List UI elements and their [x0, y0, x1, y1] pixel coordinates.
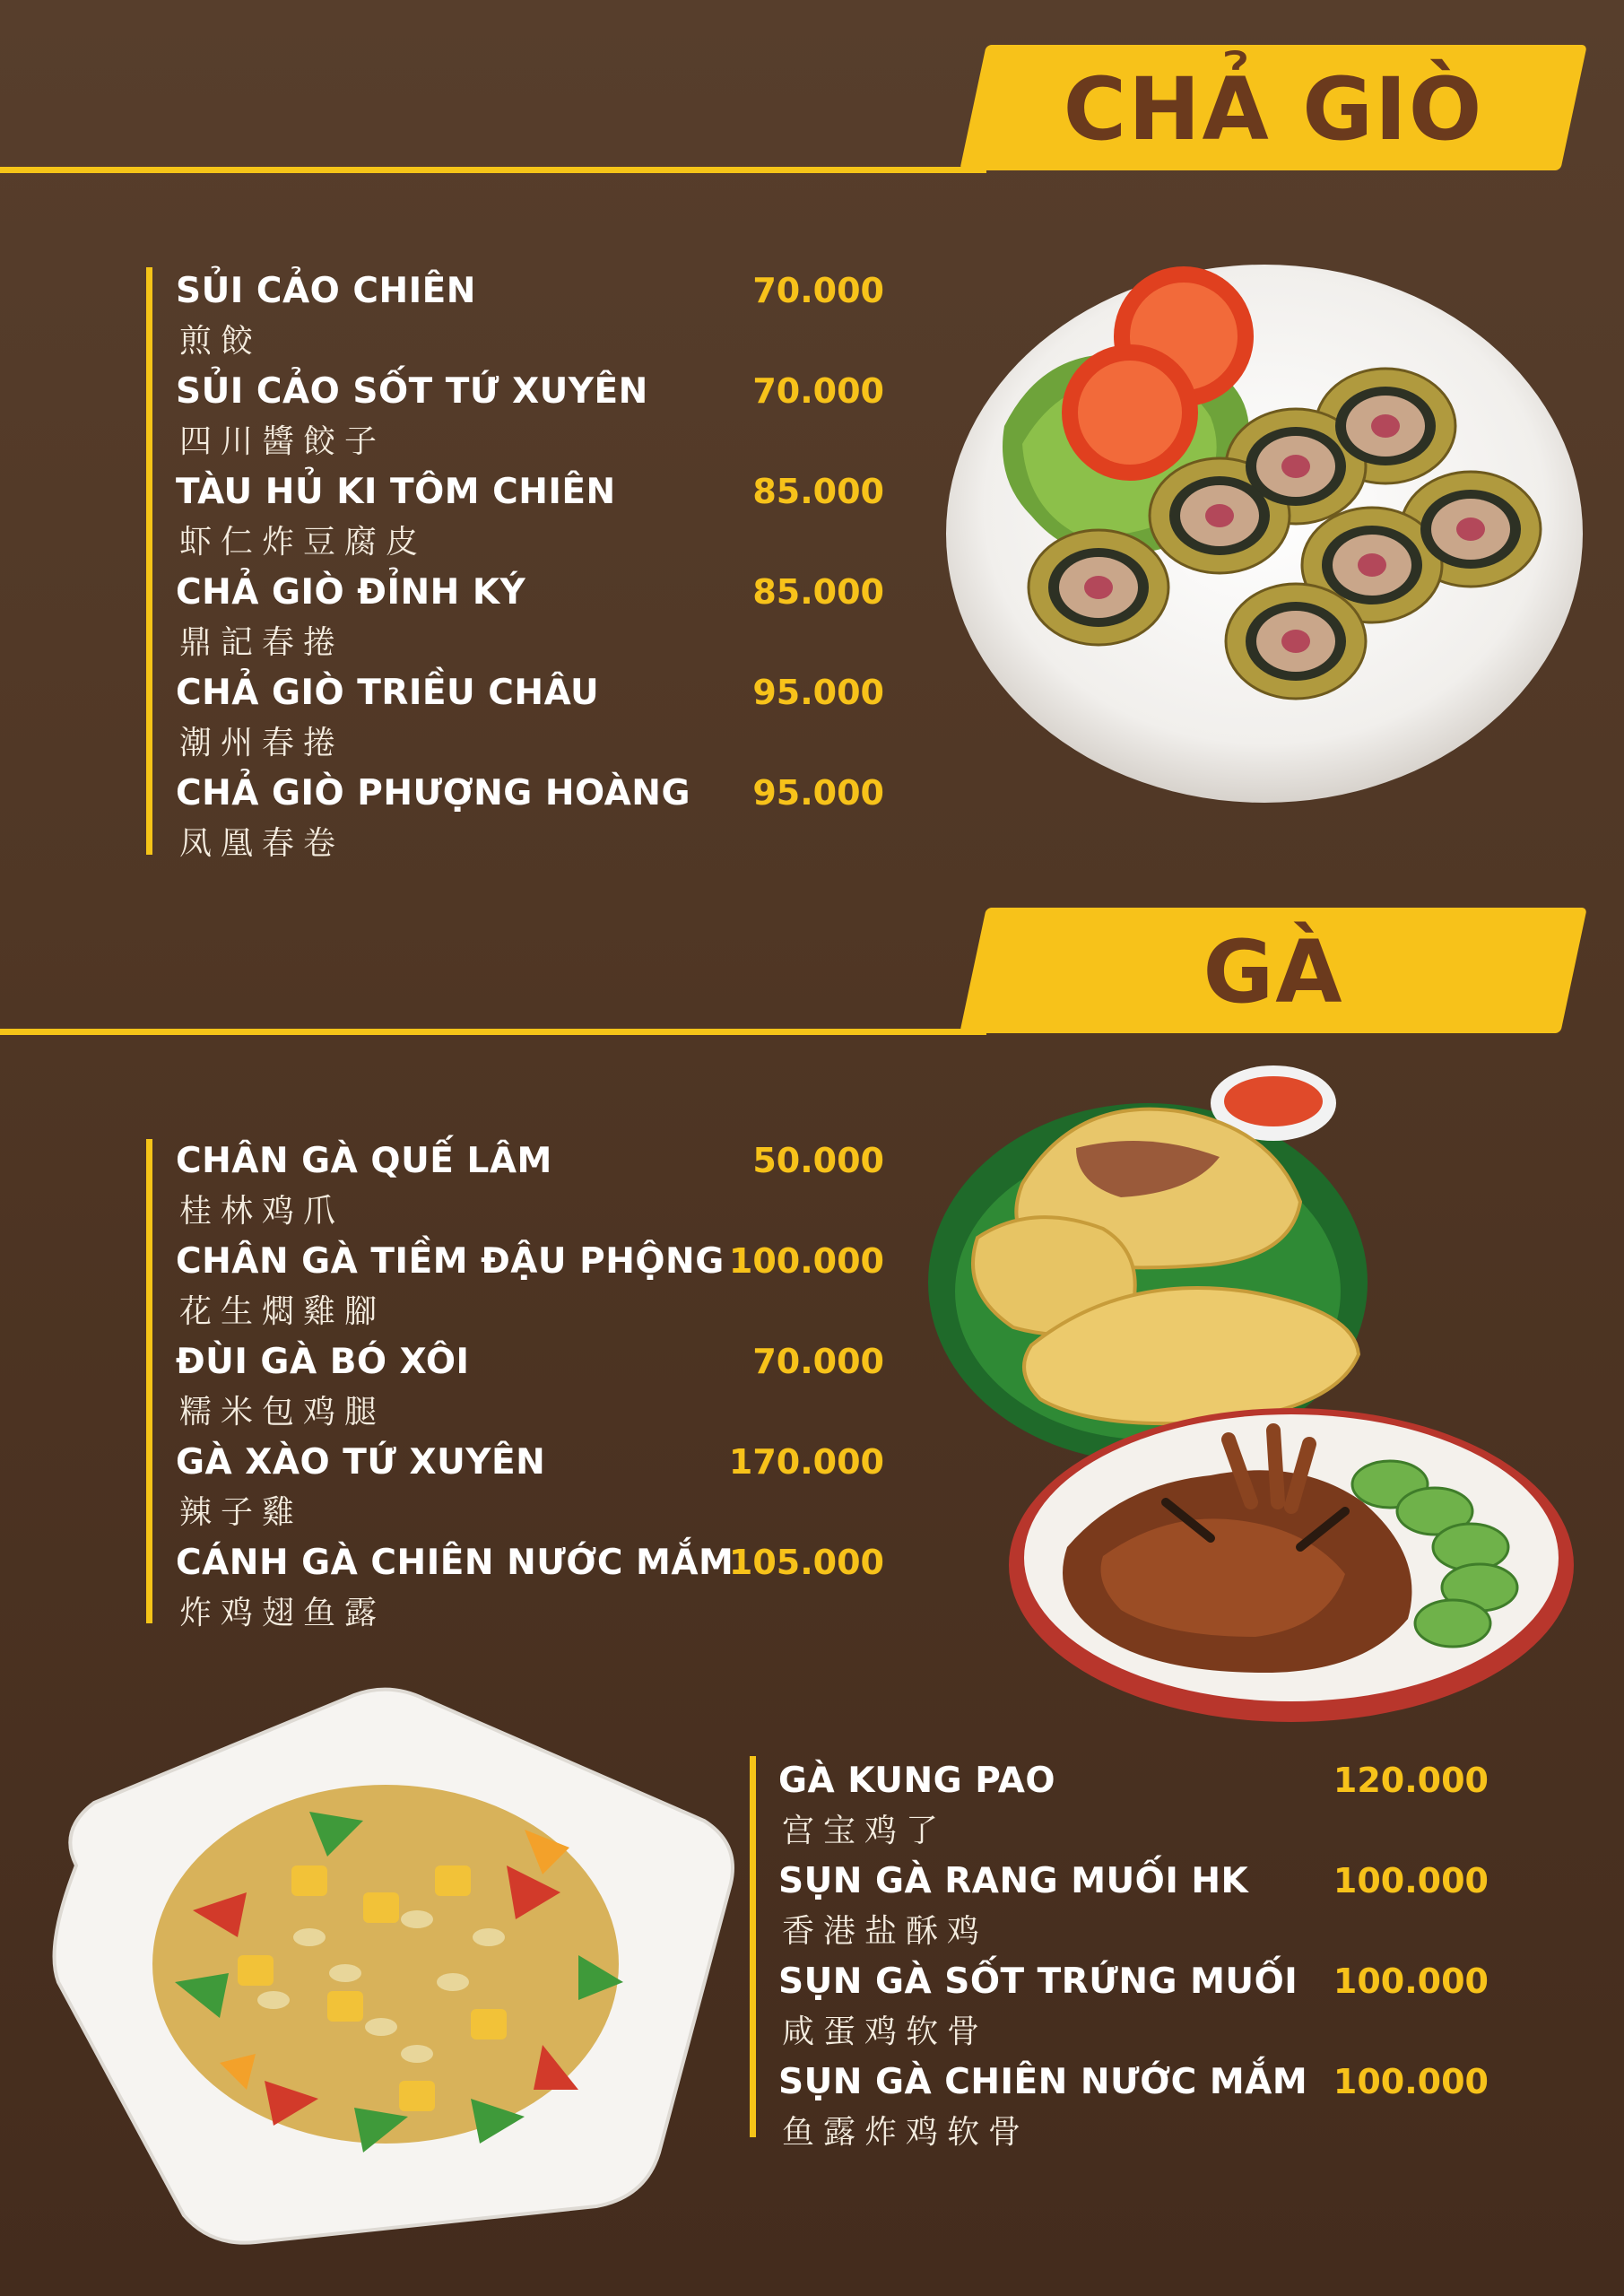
menu-item [778, 2062, 1489, 2157]
item-price: 50.000 [752, 1141, 884, 1180]
item-chinese-name: 鱼露炸鸡软骨 [782, 2114, 1030, 2151]
item-name: TÀU HỦ KI TÔM CHIÊN [176, 472, 616, 512]
chicken-feet-plate-image [1004, 1404, 1578, 1726]
item-chinese-name: 宫宝鸡了 [782, 1813, 948, 1849]
item-name: CHẢ GIÒ TRIỀU CHÂU [176, 673, 600, 713]
item-name: GÀ XÀO TỨ XUYÊN [176, 1442, 546, 1483]
item-name: CHẢ GIÒ ĐỈNH KÝ [176, 572, 526, 613]
item-name: GÀ KUNG PAO [778, 1761, 1056, 1801]
menu-item [176, 572, 884, 667]
item-chinese-name: 虾仁炸豆腐皮 [179, 524, 428, 561]
item-price: 70.000 [752, 271, 884, 310]
sticky-rice-chicken-image [924, 1049, 1390, 1462]
menu-item [176, 673, 884, 768]
item-name: SỦI CẢO CHIÊN [176, 271, 476, 311]
item-price: 100.000 [728, 1241, 884, 1281]
kung-pao-plate-image [40, 1686, 740, 2251]
ga-title: GÀ [1203, 922, 1344, 1022]
item-chinese-name: 桂林鸡爪 [179, 1193, 345, 1230]
cha-gio-divider-line [0, 167, 986, 173]
item-price: 85.000 [752, 472, 884, 511]
item-name: SỤN GÀ CHIÊN NƯỚC MẮM [778, 2062, 1308, 2102]
item-price: 85.000 [752, 572, 884, 612]
item-price: 105.000 [728, 1543, 884, 1582]
menu-item [176, 1543, 884, 1638]
item-chinese-name: 花生燜雞腳 [179, 1293, 386, 1330]
item-price: 95.000 [752, 773, 884, 813]
menu-item [176, 1442, 884, 1537]
menu-item [176, 1342, 884, 1437]
item-name: ĐÙI GÀ BÓ XÔI [176, 1342, 470, 1382]
item-chinese-name: 香港盐酥鸡 [782, 1913, 989, 1950]
item-name: CHÂN GÀ QUẾ LÂM [176, 1141, 552, 1181]
item-chinese-name: 炸鸡翅鱼露 [179, 1595, 386, 1631]
item-name: CHẢ GIÒ PHƯỢNG HOÀNG [176, 773, 690, 813]
item-chinese-name: 糯米包鸡腿 [179, 1394, 386, 1431]
cha-gio-title: CHẢ GIÒ [1063, 59, 1484, 160]
menu-item [176, 1141, 884, 1236]
item-price: 70.000 [752, 371, 884, 411]
item-name: CÁNH GÀ CHIÊN NƯỚC MẮM [176, 1543, 734, 1583]
item-chinese-name: 四川醬餃子 [179, 423, 386, 460]
item-name: SỤN GÀ RANG MUỐI HK [778, 1861, 1249, 1901]
menu-item [778, 1961, 1489, 2057]
menu-item [176, 773, 884, 868]
spring-roll-plate-image [942, 247, 1587, 821]
menu-item [176, 371, 884, 466]
item-name: SỦI CẢO SỐT TỨ XUYÊN [176, 371, 648, 412]
menu-item [176, 1241, 884, 1336]
item-price: 120.000 [1333, 1761, 1489, 1800]
menu-item [176, 472, 884, 567]
item-name: SỤN GÀ SỐT TRỨNG MUỐI [778, 1961, 1298, 2002]
cha-gio-accent-bar [146, 267, 152, 855]
item-price: 95.000 [752, 673, 884, 712]
item-chinese-name: 咸蛋鸡软骨 [782, 2013, 989, 2050]
ga-divider-line [0, 1029, 986, 1035]
item-price: 100.000 [1333, 1961, 1489, 2001]
item-chinese-name: 凤凰春卷 [179, 825, 345, 862]
item-chinese-name: 鼎記春捲 [179, 624, 345, 661]
item-chinese-name: 辣子雞 [179, 1494, 304, 1531]
item-price: 100.000 [1333, 2062, 1489, 2101]
item-chinese-name: 潮州春捲 [179, 725, 345, 761]
item-price: 100.000 [1333, 1861, 1489, 1900]
ga-accent-bar [146, 1139, 152, 1623]
item-price: 70.000 [752, 1342, 884, 1381]
item-price: 170.000 [728, 1442, 884, 1482]
menu-item [778, 1861, 1489, 1956]
menu-item [778, 1761, 1489, 1856]
menu-item [176, 271, 884, 366]
ga-accent-bar-2 [750, 1756, 756, 2137]
item-chinese-name: 煎餃 [179, 323, 263, 360]
item-name: CHÂN GÀ TIỀM ĐẬU PHỘNG [176, 1241, 725, 1282]
